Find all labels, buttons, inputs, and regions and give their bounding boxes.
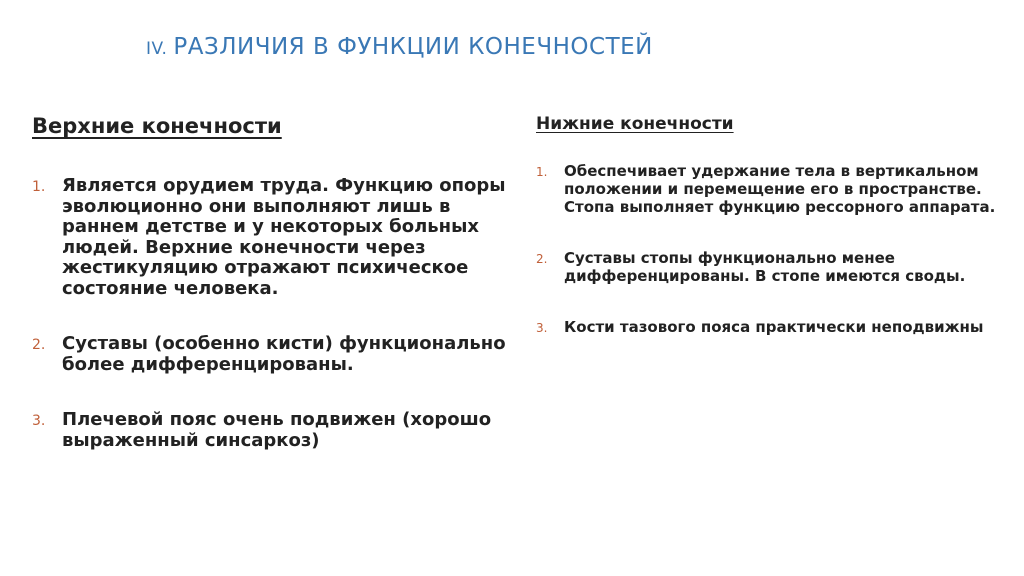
list-item-text: Кости тазового пояса практически неподвижны (564, 318, 984, 336)
list-item (32, 176, 512, 299)
list-item-number: 3. (536, 321, 548, 335)
list-item (32, 410, 512, 451)
list-item-text: Суставы (особенно кисти) функционально более дифференцированы. (62, 333, 506, 375)
lower-limbs-heading: Нижние конечности (536, 114, 734, 134)
list-item-number: 2. (32, 337, 46, 353)
list-item-number: 3. (32, 413, 46, 429)
list-item (32, 334, 512, 375)
list-item (536, 249, 1006, 285)
slide-title-text: РАЗЛИЧИЯ В ФУНКЦИИ КОНЕЧНОСТЕЙ (173, 34, 653, 60)
slide-title-roman-numeral: IV. (146, 39, 168, 59)
list-item-number: 1. (32, 179, 46, 195)
upper-limbs-list (32, 176, 512, 451)
lower-limbs-list (536, 162, 1006, 336)
list-item-text: Является орудием труда. Функцию опоры эволюционно они выполняют лишь в раннем детстве и у некоторых больных людей. Верхние конечности через жестикуляцию отражают психическое состояние человека. (62, 175, 506, 299)
slide-title (146, 34, 653, 60)
list-item (536, 318, 1006, 336)
upper-limbs-heading: Верхние конечности (32, 114, 282, 138)
list-item-text: Плечевой пояс очень подвижен (хорошо выраженный синсаркоз) (62, 409, 492, 451)
list-item-text: Обеспечивает удержание тела в вертикальном положении и перемещение его в пространстве. Стопа выполняет функцию рессорного аппарата. (564, 162, 996, 216)
lower-limbs-column (536, 112, 1006, 369)
upper-limbs-column (32, 112, 512, 486)
list-item (536, 162, 1006, 216)
list-item-number: 1. (536, 165, 548, 179)
list-item-text: Суставы стопы функционально менее дифференцированы. В стопе имеются своды. (564, 249, 966, 285)
list-item-number: 2. (536, 252, 548, 266)
